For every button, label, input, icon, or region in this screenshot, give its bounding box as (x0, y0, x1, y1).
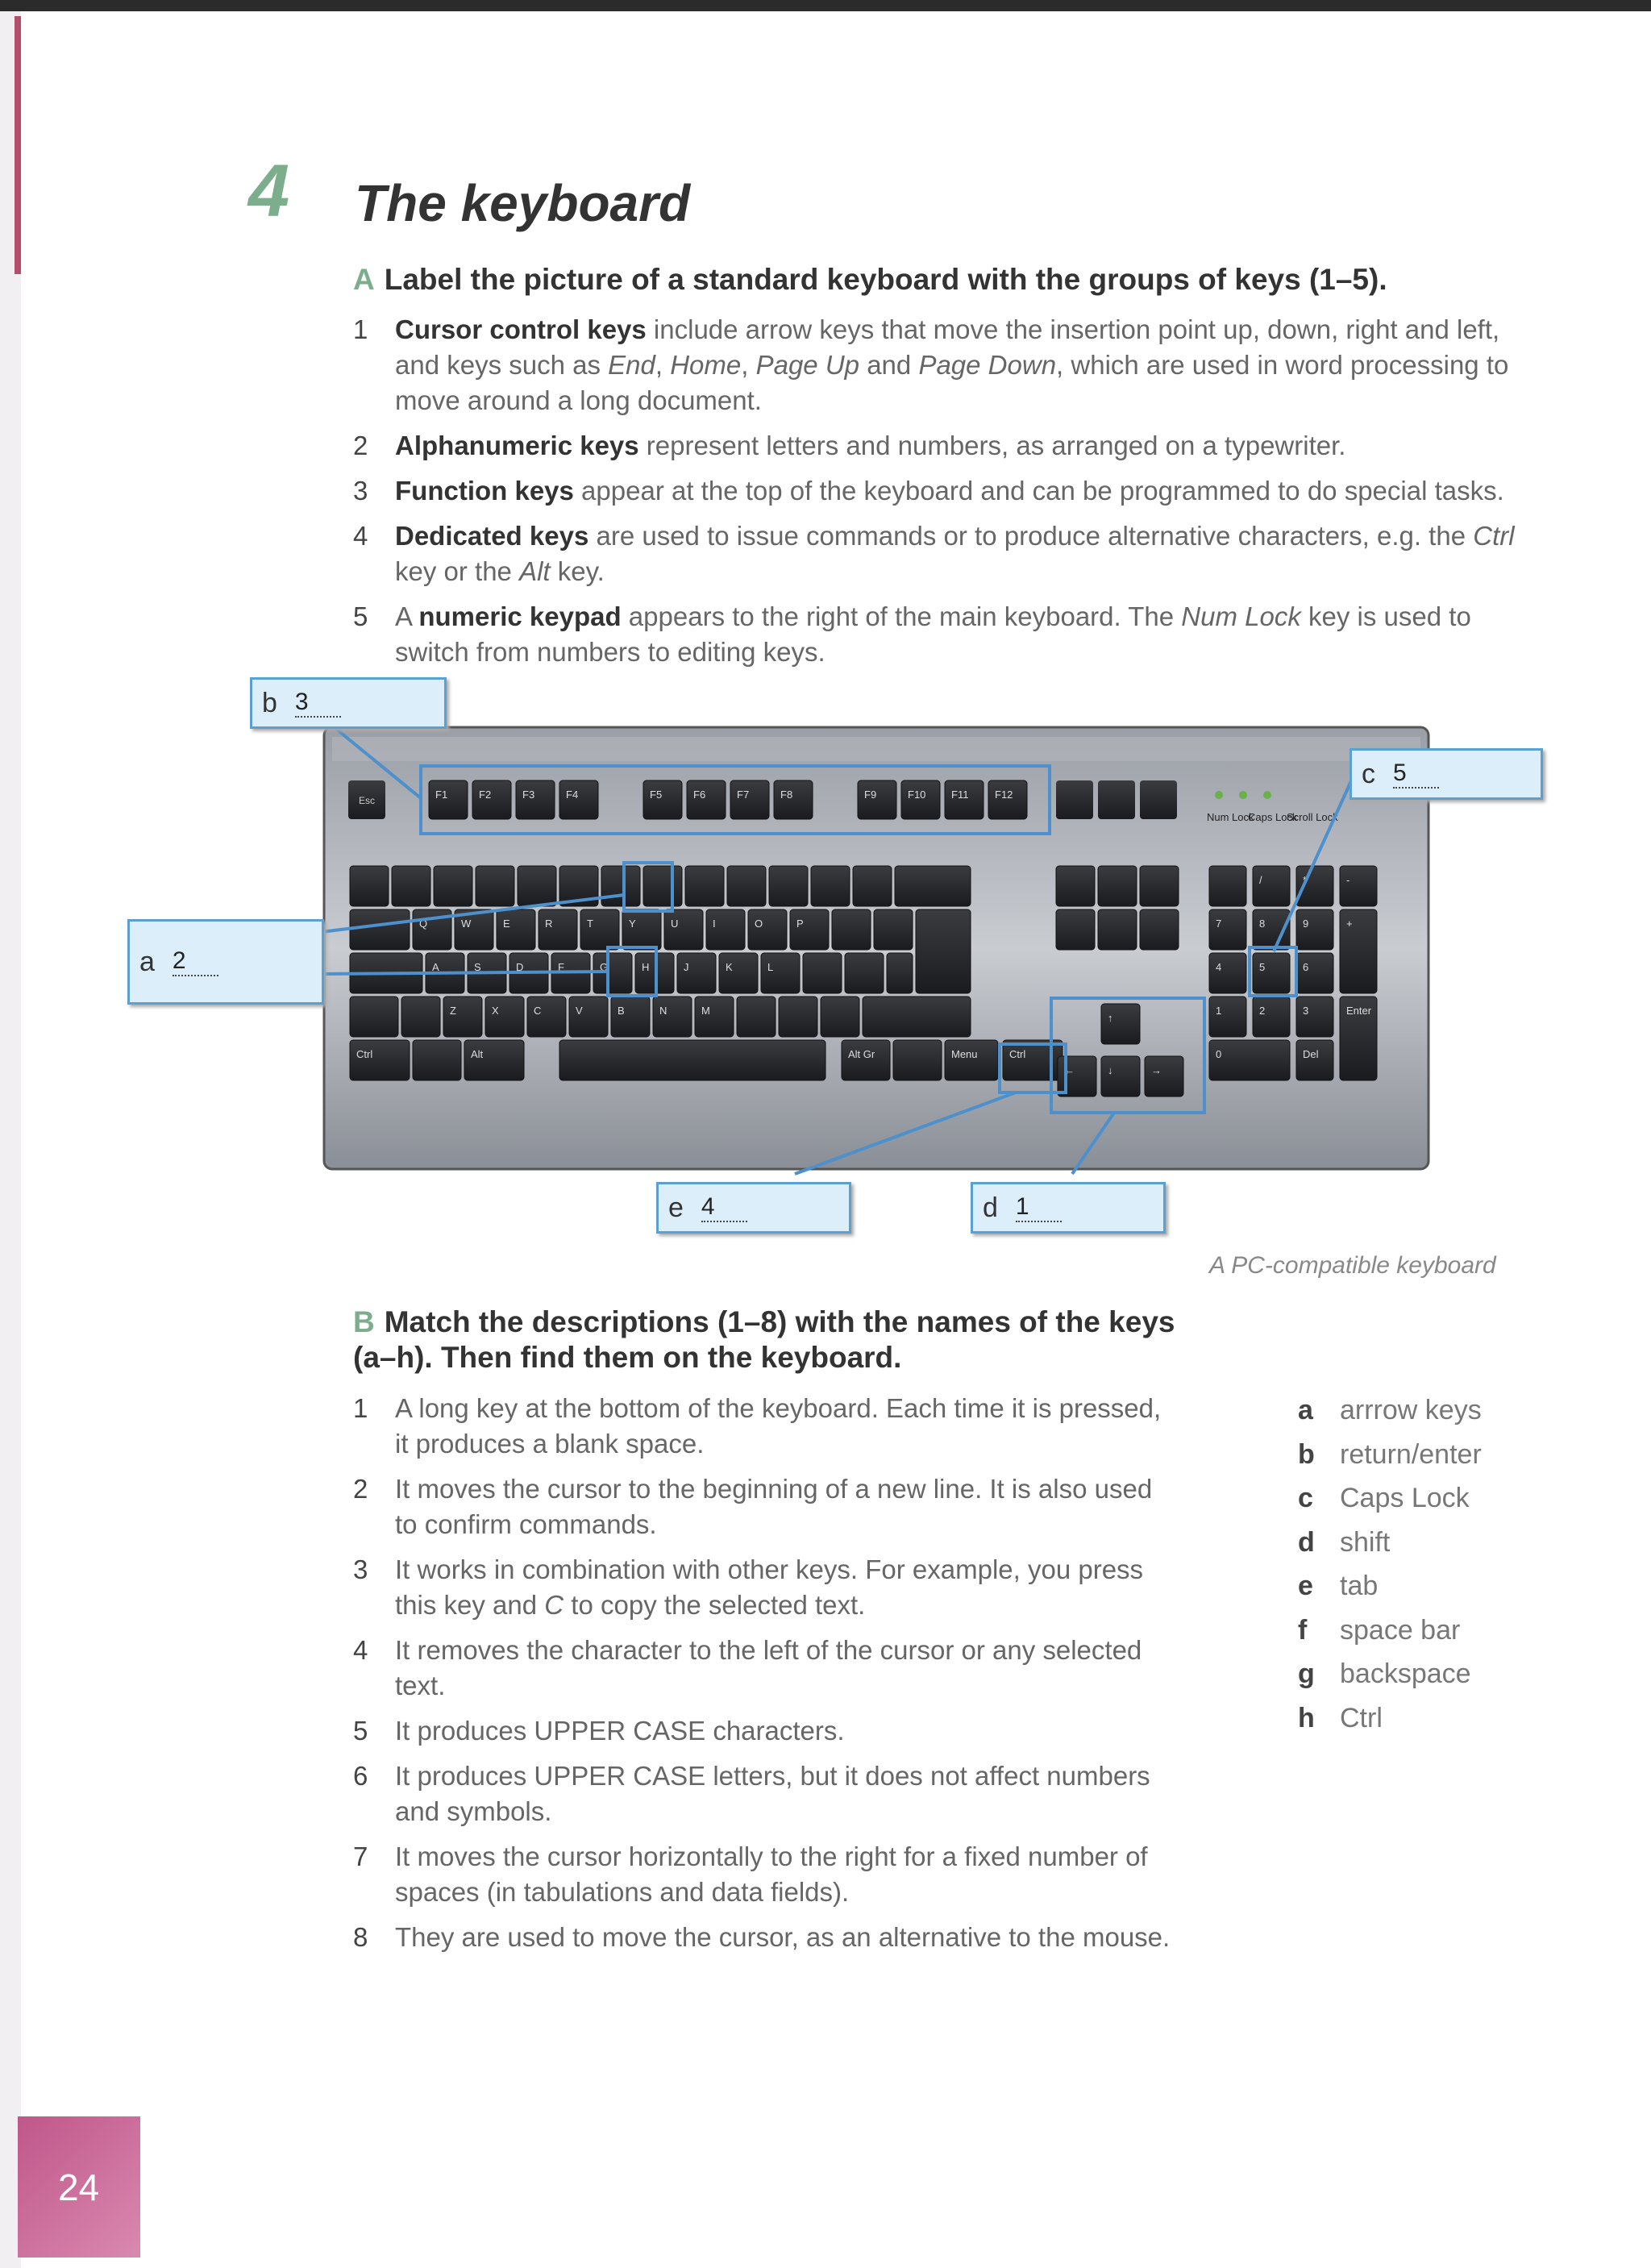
item-italic: Home (670, 350, 742, 381)
key-letter: g (1298, 1658, 1315, 1689)
item-number: 6 (353, 1760, 368, 1791)
label-box-c[interactable] (1349, 748, 1543, 800)
key-w-label: W (461, 918, 472, 930)
key-backslash (401, 997, 440, 1037)
list-item (353, 473, 1530, 509)
key-alt-gr-label: Alt Gr (848, 1048, 875, 1060)
key-arrow-left (1058, 1056, 1096, 1097)
item-text (395, 473, 1530, 509)
key-name-row (1298, 1652, 1482, 1696)
item-number: 3 (353, 1554, 368, 1584)
label-letter: e (668, 1192, 684, 1223)
item-text: It moves the cursor horizontally to the right for a fixed number of spaces (in tabulations and data fields). (395, 1841, 1148, 1907)
list-item (353, 1552, 1175, 1623)
key-shift-right (863, 997, 971, 1037)
key-b (611, 997, 650, 1037)
item-text-part: represent letters and numbers, as arranged on a typewriter. (638, 431, 1346, 461)
item-italic: Alt (519, 556, 551, 587)
item-text-part: It works in combination with other keys. For example, you press this key and (395, 1554, 1144, 1620)
key-l-label: L (767, 961, 774, 973)
key-number-row (853, 866, 892, 906)
key-bracket-open (832, 909, 871, 950)
key-comma (737, 997, 776, 1037)
key-g-label: G (600, 961, 609, 973)
key-r-label: R (545, 918, 553, 930)
key-e (497, 909, 535, 950)
list-item (353, 1839, 1175, 1910)
section-b-heading (353, 1305, 1175, 1376)
key-nav (1140, 866, 1179, 906)
section-a-heading (353, 262, 1530, 298)
item-text (395, 518, 1530, 589)
key-num-plus (1340, 909, 1377, 993)
key-numpad-k7-label: 7 (1216, 918, 1222, 930)
item-italic: Num Lock (1181, 601, 1301, 632)
list-item (353, 1758, 1175, 1829)
key-name: Ctrl (1340, 1702, 1383, 1733)
key-numpad-k8-label: 8 (1259, 918, 1266, 930)
label-answer: 3 (295, 689, 341, 718)
key-z-label: Z (450, 1005, 456, 1017)
key-arrow-right-label: → (1151, 1064, 1162, 1076)
label-answer: 1 (1016, 1193, 1062, 1222)
key-name-row (1298, 1388, 1482, 1433)
key-f2-label: F2 (479, 789, 492, 801)
item-text: It removes the character to the left of the cursor or any selected text. (395, 1634, 1142, 1700)
key-arrow-left-label: ← (1064, 1064, 1075, 1076)
key-letter: b (1298, 1438, 1315, 1470)
key-numpad-k9-label: 9 (1303, 918, 1309, 930)
key-t-label: T (587, 918, 593, 930)
item-text: A long key at the bottom of the keyboard. Each time it is pressed, it produces a blank space. (395, 1392, 1162, 1459)
key-numpad-k2 (1253, 997, 1290, 1037)
key-numpad-k6-label: 6 (1303, 961, 1309, 973)
item-text-part: , (655, 350, 671, 381)
label-box-b[interactable] (250, 677, 447, 729)
key-num-minus-label: - (1346, 874, 1350, 886)
item-number: 5 (353, 1715, 368, 1746)
label-answer: 5 (1393, 759, 1439, 789)
list-item (353, 428, 1530, 464)
item-text-part: key is used to switch from numbers to editing keys. (395, 601, 1471, 668)
key-name: return/enter (1340, 1438, 1482, 1470)
key-x-label: X (492, 1005, 499, 1017)
scroll-lock-led (1263, 791, 1271, 799)
key-p (790, 909, 829, 950)
label-box-e[interactable] (656, 1182, 851, 1234)
keyboard-top-ridge (332, 737, 1420, 761)
key-num-star-label: * (1303, 874, 1308, 886)
key-m (695, 997, 734, 1037)
key-r (539, 909, 577, 950)
item-italic: Page Down (918, 350, 1057, 381)
item-text-part: A (395, 601, 419, 632)
key-num-slash (1253, 866, 1290, 906)
key-nav (1056, 909, 1095, 950)
key-m-label: M (701, 1005, 710, 1017)
key-numpad-k7 (1209, 909, 1246, 950)
key-name: backspace (1340, 1658, 1471, 1689)
num-lock-indicator: Num Lock (1207, 811, 1254, 823)
key-slash (821, 997, 859, 1037)
key-arrow-down (1101, 1056, 1140, 1097)
key-semicolon (803, 953, 842, 993)
key-f12-label: F12 (995, 789, 1013, 801)
item-italic: Ctrl (1473, 521, 1515, 551)
key-numpad-k1-label: 1 (1216, 1005, 1222, 1017)
item-number: 2 (353, 1473, 368, 1504)
num-lock-led (1215, 791, 1223, 799)
key-name-row (1298, 1696, 1482, 1741)
key-a-label: A (432, 961, 439, 973)
section-b (353, 1305, 1175, 1965)
item-term: Function keys (395, 476, 574, 506)
item-text: It moves the cursor to the beginning of a new line. It is also used to confirm commands. (395, 1473, 1153, 1539)
key-alt-label: Alt (471, 1048, 484, 1060)
section-b-heading-text: Match the descriptions (1–8) with the names of the keys (a–h). Then find them on the keyboard. (353, 1305, 1175, 1375)
key-v (569, 997, 608, 1037)
key-name-row (1298, 1608, 1482, 1653)
key-enter-main (916, 909, 971, 993)
key-numpad-0-label: 0 (1216, 1048, 1222, 1060)
section-b-letter: B (353, 1305, 375, 1338)
item-text: It produces UPPER CASE characters. (395, 1715, 845, 1746)
label-box-a[interactable] (127, 919, 324, 1005)
key-number-row (601, 866, 640, 906)
key-scroll-lock (1098, 780, 1135, 819)
key-number-row (476, 866, 514, 906)
section-a (353, 262, 1530, 680)
item-text (395, 599, 1530, 670)
item-number: 1 (353, 1392, 368, 1423)
item-text-part: , (741, 350, 756, 381)
key-win-left (413, 1040, 461, 1080)
key-n (653, 997, 692, 1037)
key-ctrl-left-label: Ctrl (356, 1048, 373, 1060)
key-pause (1140, 780, 1177, 819)
label-box-d[interactable] (971, 1182, 1166, 1234)
list-item (353, 1920, 1175, 1955)
key-letter: c (1298, 1483, 1313, 1513)
key-t (580, 909, 619, 950)
key-f6-label: F6 (693, 789, 706, 801)
key-k-label: K (726, 961, 733, 973)
key-n-label: N (659, 1005, 667, 1017)
key-tab (350, 909, 410, 950)
caps-lock-led (1239, 791, 1247, 799)
key-letter: h (1298, 1702, 1315, 1733)
key-num-minus (1340, 866, 1377, 906)
key-hash (887, 953, 913, 993)
item-number: 4 (353, 521, 368, 551)
key-number-row (727, 866, 766, 906)
key-name-row (1298, 1433, 1482, 1477)
key-l (761, 953, 800, 993)
key-k (719, 953, 758, 993)
list-item (353, 1633, 1175, 1704)
item-term: Dedicated keys (395, 521, 589, 551)
key-c-label: C (534, 1005, 542, 1017)
keyboard-figure (121, 677, 1556, 1242)
key-ctrl-right-label: Ctrl (1009, 1048, 1026, 1060)
key-ctrl-left (350, 1040, 410, 1080)
item-text-part: key. (550, 556, 605, 587)
caps-lock-indicator: Caps Lock (1248, 811, 1298, 823)
item-text-part: to copy the selected text. (564, 1589, 866, 1620)
item-text-part: key or the (395, 556, 520, 587)
key-number-row (518, 866, 556, 906)
key-i (706, 909, 745, 950)
key-numpad-k5-label: 5 (1259, 961, 1266, 973)
item-text-part: appears to the right of the main keyboard. The (621, 601, 1182, 632)
key-e-label: E (503, 918, 510, 930)
key-numpad-k4 (1209, 953, 1246, 993)
key-numpad-k3 (1296, 997, 1333, 1037)
key-num-del-label: Del (1303, 1048, 1319, 1060)
key-j (677, 953, 716, 993)
key-backspace (895, 866, 971, 906)
key-names-list (1298, 1388, 1482, 1740)
key-shift-left (350, 997, 398, 1037)
item-number: 3 (353, 476, 368, 506)
key-name: Caps Lock (1340, 1483, 1470, 1513)
key-name-row (1298, 1476, 1482, 1521)
key-letter: e (1298, 1571, 1313, 1601)
item-text: It produces UPPER CASE letters, but it does not affect numbers and symbols. (395, 1760, 1150, 1826)
list-item (353, 312, 1530, 418)
key-arrow-down-label: ↓ (1108, 1064, 1113, 1076)
key-j-label: J (684, 961, 689, 973)
key-f5-label: F5 (650, 789, 663, 801)
item-text-part: include arrow keys that move the insertion point up, down, right and left, and keys such as (395, 314, 1500, 381)
key-i-label: I (713, 918, 716, 930)
item-text-part: appear at the top of the keyboard and can be programmed to do special tasks. (573, 476, 1504, 506)
key-u (664, 909, 703, 950)
list-item (353, 1471, 1175, 1542)
section-a-heading-text: Label the picture of a standard keyboard with the groups of keys (1–5). (384, 263, 1387, 296)
key-f4-label: F4 (566, 789, 579, 801)
key-menu (945, 1040, 998, 1080)
page-binding-edge (0, 11, 21, 2268)
figure-caption: A PC-compatible keyboard (1209, 1252, 1496, 1279)
red-margin-mark (15, 16, 21, 274)
key-f3-label: F3 (522, 789, 535, 801)
list-item (353, 518, 1530, 589)
key-f11-label: F11 (951, 789, 969, 801)
key-name: space bar (1340, 1614, 1461, 1646)
section-a-letter: A (353, 263, 375, 296)
key-print-screen (1056, 780, 1093, 819)
key-number-row (643, 866, 682, 906)
key-numpad-k2-label: 2 (1259, 1005, 1266, 1017)
item-term: numeric keypad (418, 601, 622, 632)
item-italic: C (544, 1589, 564, 1620)
key-o (748, 909, 787, 950)
key-esc-label: Esc (358, 795, 376, 806)
key-numpad-k4-label: 4 (1216, 961, 1222, 973)
item-text-part: are used to issue commands or to produce alternative characters, e.g. the (588, 521, 1474, 551)
key-num-slash-label: / (1259, 874, 1262, 886)
item-italic: Page Up (755, 350, 860, 381)
key-number-row (350, 866, 389, 906)
item-text (395, 312, 1530, 418)
label-letter: b (262, 687, 277, 718)
label-answer: 4 (701, 1193, 747, 1222)
key-f10-label: F10 (908, 789, 926, 801)
key-space-bar (559, 1040, 826, 1080)
item-number: 2 (353, 431, 368, 461)
key-c (527, 997, 566, 1037)
item-number: 5 (353, 601, 368, 632)
key-period (779, 997, 817, 1037)
key-f9-label: F9 (864, 789, 877, 801)
key-b-label: B (618, 1005, 625, 1017)
key-nav (1098, 866, 1137, 906)
key-name: tab (1340, 1571, 1379, 1601)
key-apostrophe (845, 953, 884, 993)
key-bracket-close (874, 909, 913, 950)
key-name: shift (1340, 1526, 1391, 1558)
list-item (353, 1391, 1175, 1462)
item-number: 8 (353, 1921, 368, 1952)
key-number-row (811, 866, 850, 906)
label-letter: a (139, 946, 155, 977)
key-number-row (685, 866, 724, 906)
key-nav (1056, 866, 1095, 906)
key-num-plus-label: + (1346, 918, 1353, 930)
item-number: 1 (353, 314, 368, 345)
key-letter: f (1298, 1614, 1308, 1646)
key-h-label: H (642, 961, 650, 973)
unit-number: 4 (248, 150, 290, 232)
key-arrow-right (1145, 1056, 1183, 1097)
key-nav (1140, 909, 1179, 950)
label-answer: 2 (173, 947, 218, 976)
item-number: 4 (353, 1634, 368, 1665)
key-numpad-k6 (1296, 953, 1333, 993)
key-alt (464, 1040, 524, 1080)
page-number: 24 (18, 2116, 140, 2258)
key-menu-label: Menu (951, 1048, 978, 1060)
key-f7-label: F7 (737, 789, 750, 801)
key-name: arrrow keys (1340, 1395, 1482, 1425)
key-v-label: V (576, 1005, 583, 1017)
item-text (395, 428, 1530, 464)
key-number-row (434, 866, 472, 906)
scroll-lock-indicator: Scroll Lock (1287, 811, 1338, 823)
key-f8-label: F8 (780, 789, 793, 801)
key-num-lock (1209, 866, 1246, 906)
keyboard-illustration (121, 677, 1556, 1242)
key-o-label: O (755, 918, 763, 930)
key-alt-gr (842, 1040, 890, 1080)
key-x (485, 997, 524, 1037)
item-text: They are used to move the cursor, as an alternative to the mouse. (395, 1921, 1171, 1952)
key-ctrl-right (1003, 1040, 1063, 1080)
label-letter: c (1362, 758, 1375, 789)
key-numpad-k1 (1209, 997, 1246, 1037)
item-term: Cursor control keys (395, 314, 647, 345)
key-num-enter-label: Enter (1346, 1005, 1372, 1017)
key-q-label: Q (419, 918, 428, 930)
item-text-part: and (859, 350, 919, 381)
key-name-row (1298, 1564, 1482, 1608)
key-y (622, 909, 661, 950)
item-number: 7 (353, 1841, 368, 1871)
list-item (353, 599, 1530, 670)
item-italic: End (608, 350, 655, 381)
label-letter: d (983, 1192, 998, 1223)
key-name-row (1298, 1521, 1482, 1565)
key-f1-label: F1 (435, 789, 448, 801)
item-text-part: , which are used in word processing to move around a long document. (395, 350, 1509, 416)
unit-title: The keyboard (355, 174, 691, 232)
item-text (395, 1552, 1175, 1623)
key-numpad-k9 (1296, 909, 1333, 950)
key-letter: d (1298, 1526, 1315, 1558)
key-arrow-up-label: ↑ (1108, 1012, 1113, 1024)
key-f-label: F (558, 961, 564, 973)
key-p-label: P (796, 918, 804, 930)
key-u-label: U (671, 918, 679, 930)
key-num-del (1296, 1040, 1333, 1080)
list-item (353, 1713, 1175, 1749)
key-nav (1098, 909, 1137, 950)
key-numpad-0 (1209, 1040, 1290, 1080)
key-number-row (769, 866, 808, 906)
key-number-row (392, 866, 430, 906)
key-numpad-k3-label: 3 (1303, 1005, 1309, 1017)
key-arrow-up (1101, 1004, 1140, 1044)
page-top-edge (0, 0, 1651, 11)
key-y-label: Y (629, 918, 636, 930)
key-numpad-k5 (1253, 953, 1290, 993)
key-letter: a (1298, 1395, 1313, 1425)
key-d-label: D (516, 961, 524, 973)
key-s-label: S (474, 961, 481, 973)
item-term: Alphanumeric keys (395, 431, 639, 461)
key-win-right (893, 1040, 942, 1080)
key-z (443, 997, 482, 1037)
